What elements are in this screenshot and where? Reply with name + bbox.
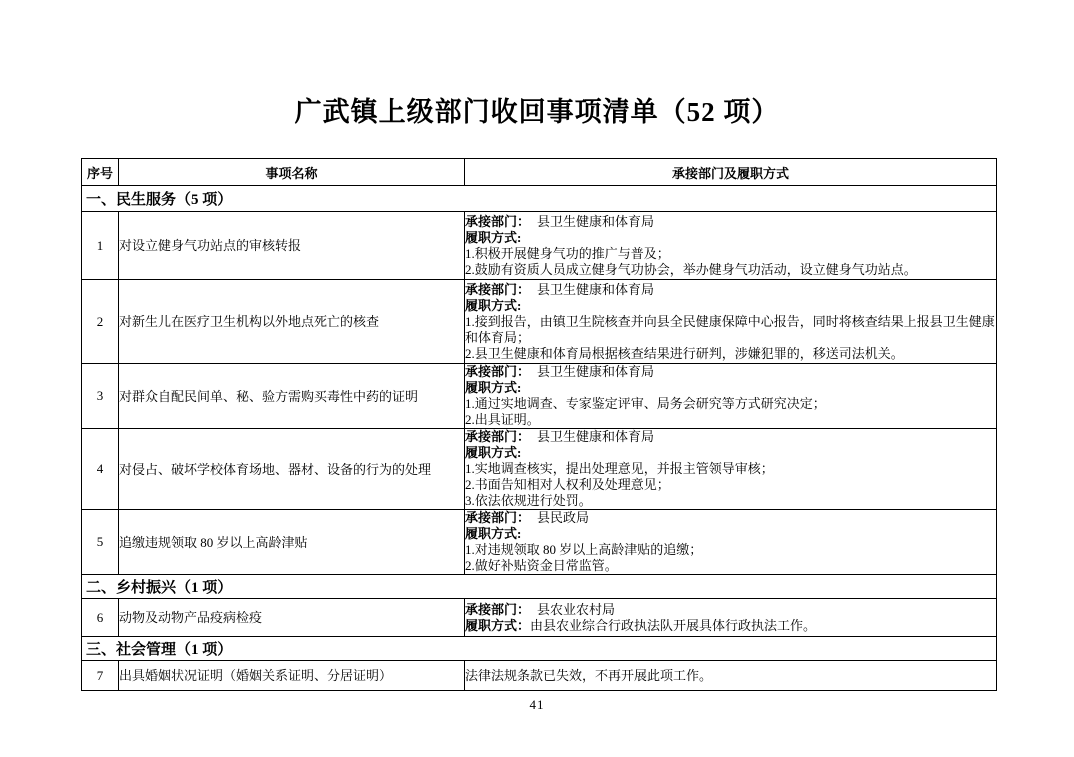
item-name: 对侵占、破坏学校体育场地、器材、设备的行为的处理 [119, 429, 465, 510]
item-name: 对新生儿在医疗卫生机构以外地点死亡的核查 [119, 280, 465, 364]
dept-and-method-cell [465, 510, 997, 575]
table-row [82, 510, 997, 575]
table-row [82, 280, 997, 364]
dept-value: 县卫生健康和体育局 [537, 364, 655, 379]
dept-and-method-cell [465, 212, 997, 280]
dept-value: 县卫生健康和体育局 [537, 281, 655, 297]
table-row [82, 364, 997, 429]
section-title: 一、民生服务（5 项） [82, 186, 997, 212]
item-name: 对设立健身气功站点的审核转报 [119, 212, 465, 280]
dept-value: 县民政局 [537, 510, 590, 525]
row-number: 1 [82, 212, 119, 280]
row-number: 2 [82, 280, 119, 364]
method-step: 1.对违规领取 80 岁以上高龄津贴的追缴； [465, 542, 703, 557]
method-step: 1.实地调查核实，提出处理意见，并报主管领导审核； [465, 461, 774, 476]
item-name: 出具婚姻状况证明（婚姻关系证明、分居证明） [119, 661, 465, 691]
method-step: 2.做好补贴资金日常监管。 [465, 558, 618, 573]
table-row [82, 661, 997, 691]
dept-line [465, 214, 996, 230]
page-title: 广武镇上级部门收回事项清单（52 项） [294, 97, 780, 127]
dept-and-method-cell [465, 599, 997, 637]
table-row [82, 429, 997, 510]
row-number: 7 [82, 661, 119, 691]
dept-line [465, 282, 996, 298]
dept-and-method-cell [465, 364, 997, 429]
dept-label: 承接部门： [465, 510, 531, 525]
method-step: 2.出具证明。 [465, 412, 540, 427]
table-row [82, 599, 997, 637]
method-label: 履职方式: [465, 229, 522, 245]
dept-value: 县农业农村局 [537, 601, 616, 617]
method-value: 由县农业综合行政执法队开展具体行政执法工作。 [530, 617, 817, 633]
header-cell-no: 序号 [82, 159, 119, 186]
dept-label: 承接部门： [465, 364, 531, 379]
method-step: 1.通过实地调查、专家鉴定评审、局务会研究等方式研究决定； [465, 396, 826, 411]
section-row-2 [82, 575, 997, 599]
row-number: 4 [82, 429, 119, 510]
header-cell-dept: 承接部门及履职方式 [465, 159, 997, 186]
page-number: 41 [529, 697, 545, 712]
row-number: 6 [82, 599, 119, 637]
method-line [465, 618, 996, 634]
method-label: 履职方式: [465, 297, 522, 313]
items-table [81, 158, 997, 691]
dept-value: 县卫生健康和体育局 [537, 213, 655, 229]
table-row [82, 212, 997, 280]
dept-label: 承接部门： [465, 601, 531, 617]
dept-label: 承接部门： [465, 213, 531, 229]
dept-line [465, 602, 996, 618]
method-label: 履职方式: [465, 380, 522, 395]
dept-and-method-cell [465, 429, 997, 510]
dept-label: 承接部门： [465, 429, 531, 444]
item-name: 追缴违规领取 80 岁以上高龄津贴 [119, 510, 465, 575]
section-row-1 [82, 186, 997, 212]
note-cell: 法律法规条款已失效，不再开展此项工作。 [465, 661, 997, 691]
table-header-row [82, 159, 997, 186]
method-step: 3.依法依规进行处罚。 [465, 493, 592, 508]
section-row-3 [82, 637, 997, 661]
item-name: 动物及动物产品疫病检疫 [119, 599, 465, 637]
dept-line [465, 364, 996, 380]
item-name: 对群众自配民间单、秘、验方需购买毒性中药的证明 [119, 364, 465, 429]
section-title: 三、社会管理（1 项） [82, 637, 997, 661]
row-number: 3 [82, 364, 119, 429]
method-step: 2.书面告知相对人权利及处理意见； [465, 477, 670, 492]
dept-line [465, 429, 996, 445]
method-label: 履职方式: [465, 526, 522, 541]
dept-label: 承接部门： [465, 281, 531, 297]
header-cell-name: 事项名称 [119, 159, 465, 186]
method-step: 1.接到报告，由镇卫生院核查并向县全民健康保障中心报告，同时将核查结果上报县卫生健康和体育局； [465, 313, 995, 345]
method-label: 履职方式： [465, 617, 531, 633]
dept-value: 县卫生健康和体育局 [537, 429, 655, 444]
method-label: 履职方式: [465, 445, 522, 460]
method-step: 2.县卫生健康和体育局根据核查结果进行研判，涉嫌犯罪的，移送司法机关。 [465, 345, 904, 361]
method-step: 1.积极开展健身气功的推广与普及； [465, 245, 670, 261]
dept-and-method-cell [465, 280, 997, 364]
row-number: 5 [82, 510, 119, 575]
section-title: 二、乡村振兴（1 项） [82, 575, 997, 599]
dept-line [465, 510, 996, 526]
method-step: 2.鼓励有资质人员成立健身气功协会，举办健身气功活动，设立健身气功站点。 [465, 261, 917, 277]
